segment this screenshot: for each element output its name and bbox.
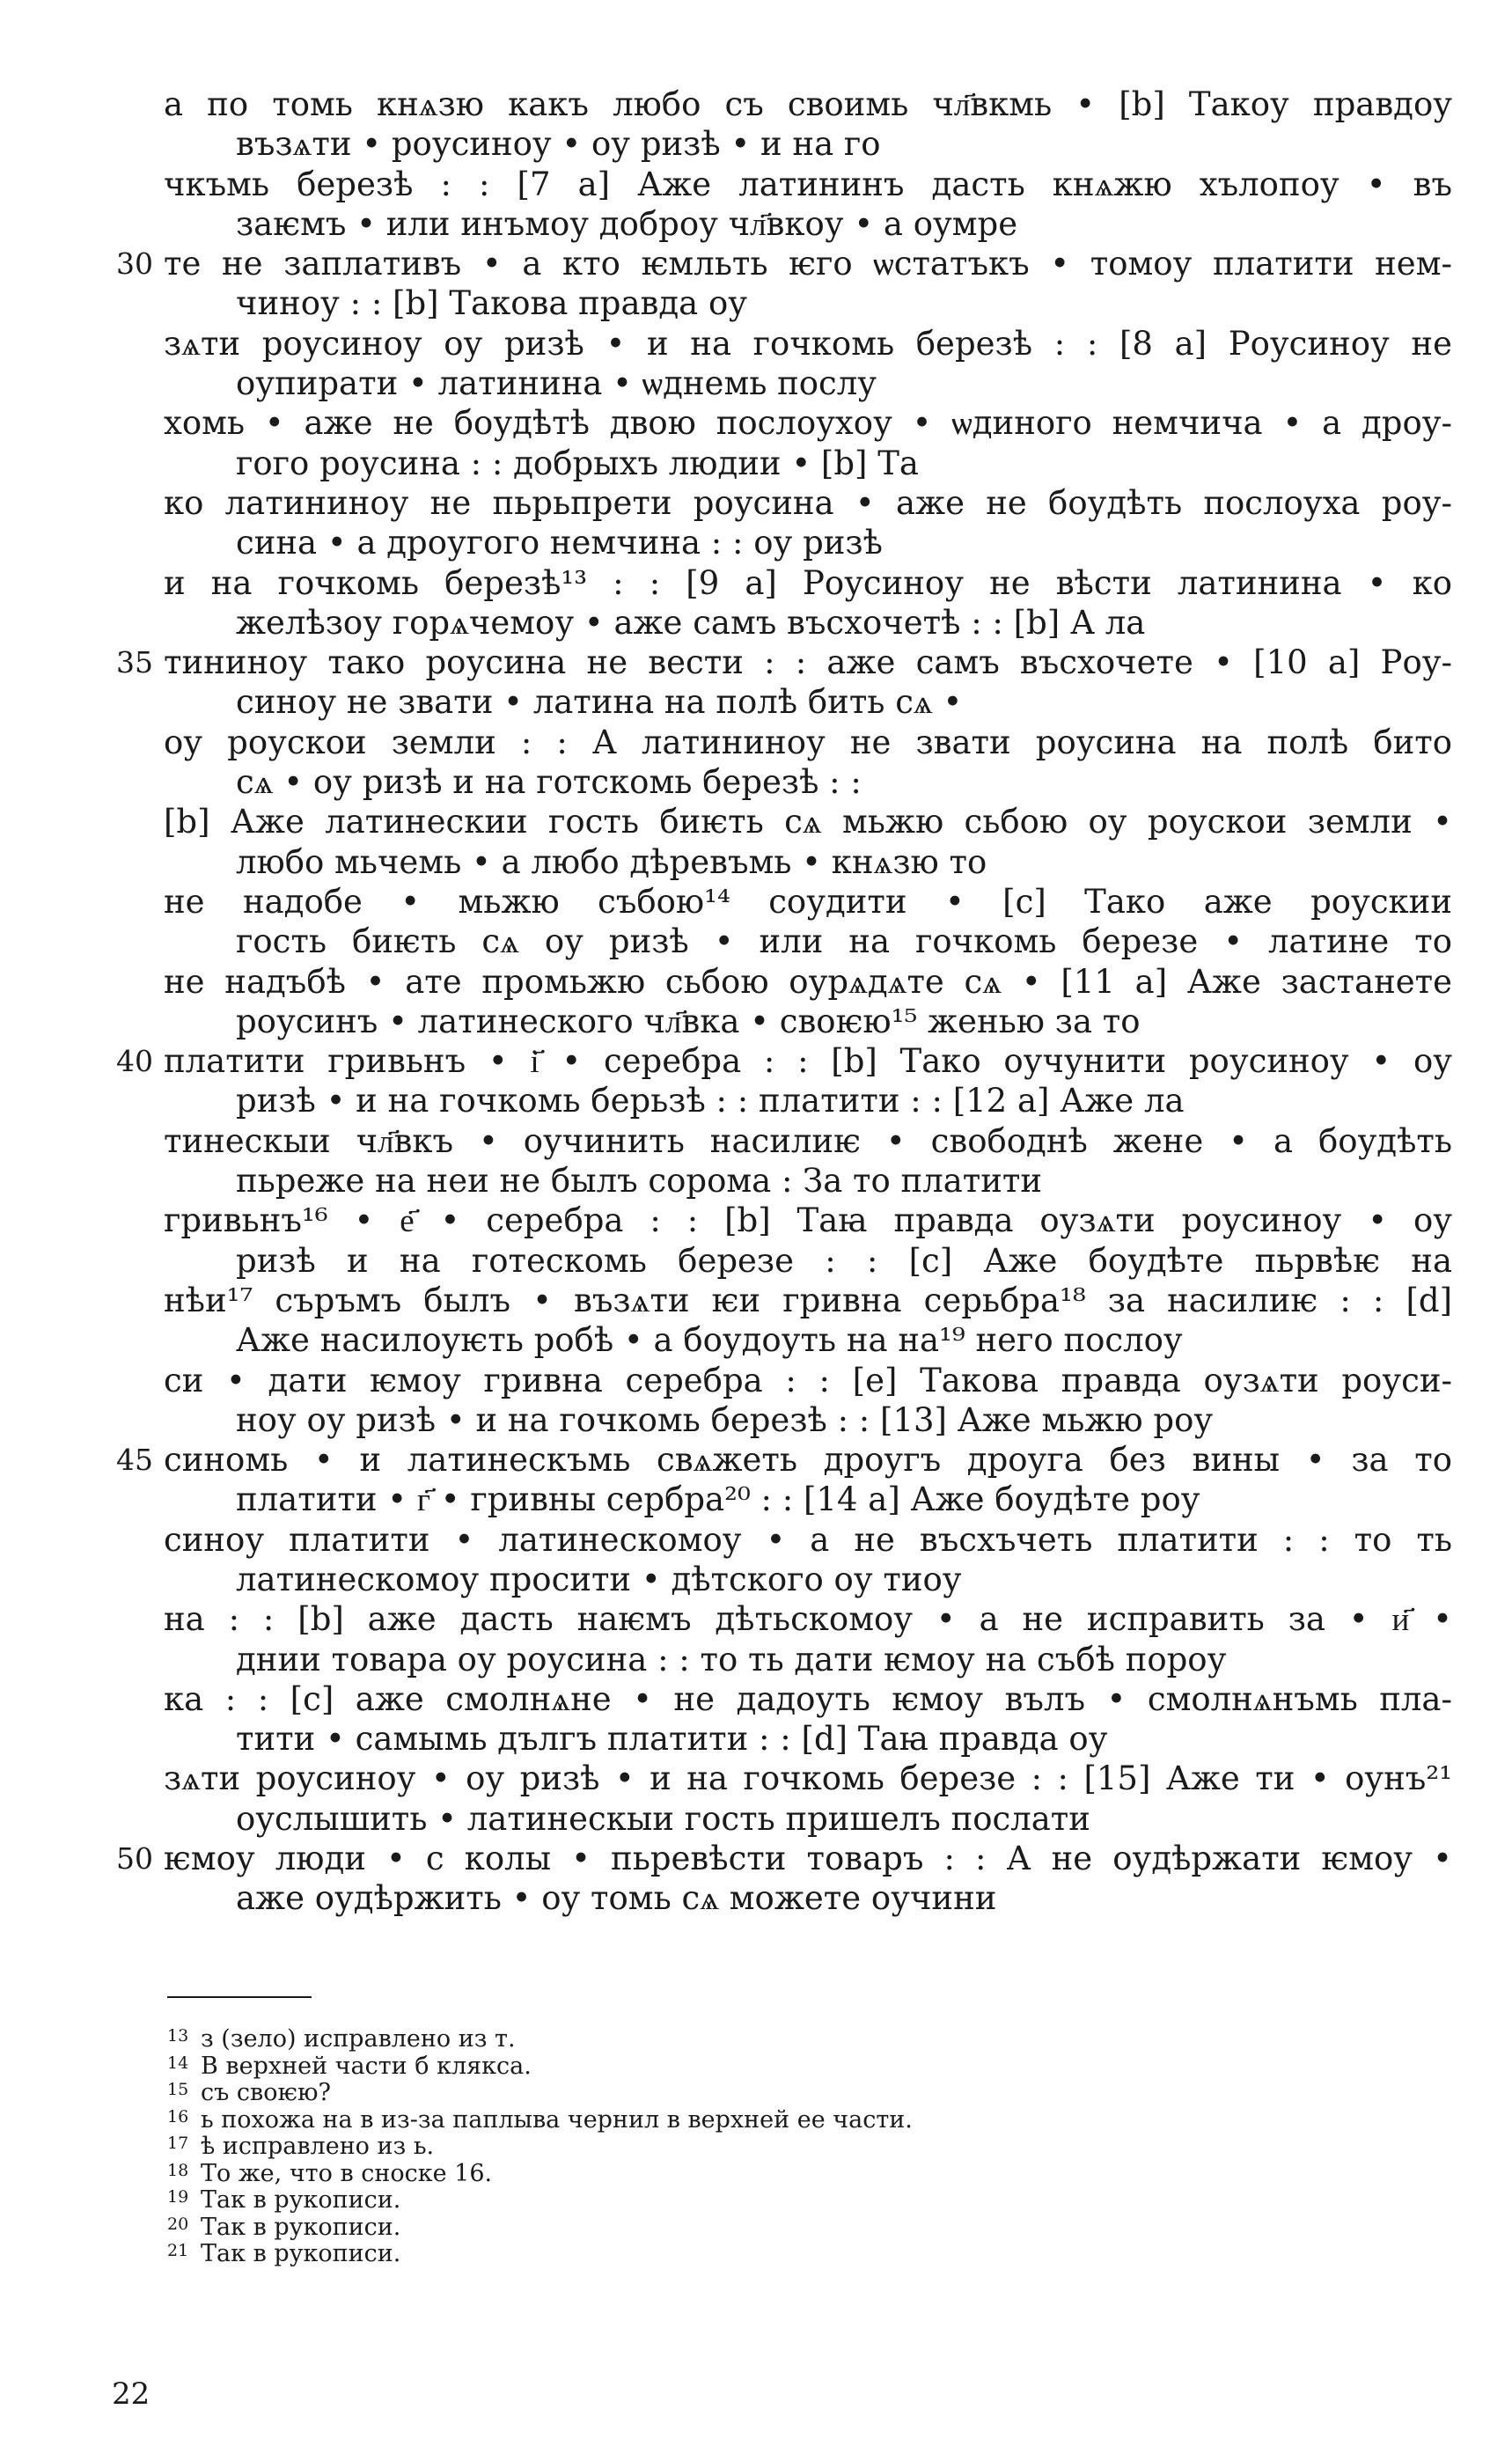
- line-text: ко латининоу не пьрьпрети роусина • аже не боудѣть послоуха роу-: [164, 483, 1452, 522]
- footnote-number: 21: [167, 2241, 189, 2260]
- line-text: ка : : [c] аже смолнѧне • не дадоуть ѥмоу вълъ • смолнѧнъмь пла-: [164, 1679, 1452, 1718]
- text-line: [0, 1480, 1512, 1519]
- text-line: [0, 124, 1512, 164]
- line-text: не надобе • мьжю събою¹⁴ соудити • [c] Тако аже роускии: [164, 882, 1452, 921]
- line-text: тити • самымь дългъ платити : : [d] Таꙗ правда оу: [236, 1720, 1108, 1759]
- text-line: [0, 403, 1512, 443]
- text-line: [0, 1759, 1512, 1798]
- text-line: [0, 84, 1512, 124]
- line-text: латинескомоу просити • дѣтского оу тиоу: [236, 1560, 962, 1598]
- footnote-text: ь похожа на в из-за паплыва чернил в верхней ее части.: [201, 2105, 913, 2134]
- text-line: [0, 523, 1512, 562]
- text-line: [0, 1201, 1512, 1240]
- line-text: заѥмъ • или инъмоу доброу чл҃вкоу • а оумре: [236, 204, 1018, 243]
- text-line: [0, 1878, 1512, 1918]
- line-text: си • дати ѥмоу гривна серебра : : [e] Такова правда оузѧти роуси-: [164, 1361, 1452, 1399]
- text-line: [0, 1799, 1512, 1839]
- text-line: [0, 1400, 1512, 1440]
- text-line: [0, 762, 1512, 802]
- line-number: 35: [116, 645, 153, 680]
- footnote-number: 17: [167, 2134, 189, 2153]
- line-text: чкъмь березѣ : : [7 а] Аже латининъ дасть кнѧжю хълопоу • въ: [164, 165, 1452, 203]
- line-text: тинескыи чл҃вкъ • оучинить насилиѥ • свободнѣ жене • а боудѣть: [164, 1121, 1452, 1160]
- text-line: [0, 842, 1512, 882]
- line-text: аже оудѣржить • оу томь сѧ можете оучини: [236, 1879, 997, 1918]
- line-text: платити гривьнъ • і҃ • серебра : : [b] Тако оучунити роусиноу • оу: [164, 1042, 1452, 1081]
- text-line: [0, 324, 1512, 364]
- footnote-number: 20: [167, 2214, 189, 2234]
- text-line: [0, 1041, 1512, 1081]
- main-text-block: [0, 84, 1512, 1919]
- footnote-number: 15: [167, 2080, 189, 2099]
- footnote-number: 14: [167, 2053, 189, 2073]
- line-number: 45: [116, 1443, 153, 1478]
- line-text: зѧти роусиноу оу ризѣ • и на гочкомь березѣ : : [8 а] Роусиноу не: [164, 324, 1452, 363]
- text-line: [0, 1640, 1512, 1679]
- text-line: [0, 1081, 1512, 1120]
- line-text: синоу платити • латинескомоу • а не въсхъчеть платити : : то ть: [164, 1520, 1452, 1559]
- text-line: [0, 1679, 1512, 1719]
- text-line: [0, 1839, 1512, 1878]
- line-text: оуслышить • латинескыи гость пришелъ послати: [236, 1799, 1090, 1838]
- line-text: гость биѥть сѧ оу ризѣ • или на гочкомь березе • латине то: [236, 922, 1452, 961]
- page-number: 22: [112, 2376, 150, 2412]
- line-text: Аже насилоуѥть робѣ • а боудоуть на на¹⁹ него послоу: [236, 1321, 1183, 1360]
- text-line: [0, 682, 1512, 722]
- text-line: [0, 962, 1512, 1002]
- text-line: [0, 603, 1512, 643]
- line-text: гривьнъ¹⁶ • е҃ • серебра : : [b] Таꙗ правда оузѧти роусиноу • оу: [164, 1201, 1452, 1240]
- text-line: [0, 1121, 1512, 1161]
- text-line: [0, 1320, 1512, 1360]
- line-text: любо мьчемь • а любо дѣревъмь • кнѧзю то: [236, 842, 987, 881]
- text-line: [0, 1281, 1512, 1320]
- line-text: гого роусина : : добрыхъ людии • [b] Та: [236, 444, 919, 482]
- line-text: сѧ • оу ризѣ и на готскомь березѣ : :: [236, 763, 862, 802]
- text-line: [0, 1440, 1512, 1480]
- line-text: не надъбѣ • ате промьжю сьбою оурѧдѧте сѧ • [11 а] Аже застанете: [164, 962, 1452, 1001]
- text-line: [0, 802, 1512, 841]
- footnote-text: Так в рукописи.: [201, 2186, 401, 2214]
- text-line: [0, 1719, 1512, 1759]
- line-number: 30: [116, 246, 153, 282]
- footnote-separator: [167, 1996, 312, 1998]
- line-text: ноу оу ризѣ • и на гочкомь березѣ : : [13] Аже мьжю роу: [236, 1400, 1214, 1439]
- line-text: ризѣ и на готескомь березе : : [c] Аже боудѣте пьрвѣѥ на: [236, 1241, 1452, 1280]
- text-line: [0, 364, 1512, 403]
- text-line: [0, 922, 1512, 961]
- line-text: чиноу : : [b] Такова правда оу: [236, 284, 748, 323]
- line-text: днии товара оу роусина : : то ть дати ѥмоу на събѣ пороу: [236, 1640, 1227, 1678]
- text-line: [0, 643, 1512, 682]
- text-line: [0, 1560, 1512, 1599]
- footnote-text: ѣ исправлено из ь.: [201, 2133, 435, 2160]
- text-line: [0, 563, 1512, 603]
- text-line: [0, 483, 1512, 523]
- text-line: [0, 1599, 1512, 1639]
- line-text: а по томь кнѧзю какъ любо съ своимь чл҃вкмь • [b] Такоу правдоу: [164, 85, 1452, 123]
- footnote-text: Так в рукописи.: [201, 2213, 401, 2241]
- line-text: зѧти роусиноу • оу ризѣ • и на гочкомь березе : : [15] Аже ти • оунъ²¹: [164, 1759, 1452, 1798]
- line-text: те не заплативъ • а кто ѥмльть ѥго ѡстатъкъ • томоу платити нем-: [164, 245, 1452, 283]
- text-line: [0, 1002, 1512, 1041]
- text-line: [0, 244, 1512, 283]
- line-text: и на гочкомь березѣ¹³ : : [9 а] Роусиноу не вѣсти латинина • ко: [164, 563, 1452, 602]
- text-line: [0, 1241, 1512, 1281]
- line-text: оупирати • латинина • ѡднемь послу: [236, 364, 877, 403]
- line-text: желѣзоу горѧчемоу • аже самъ въсхочетѣ : : [b] А ла: [236, 603, 1146, 642]
- text-line: [0, 165, 1512, 204]
- footnote-number: 13: [167, 2026, 189, 2046]
- footnote-text: з (зело) исправлено из т.: [201, 2025, 516, 2053]
- text-line: [0, 1520, 1512, 1560]
- footnote-text: съ своѥю?: [201, 2079, 331, 2106]
- text-line: [0, 1161, 1512, 1201]
- text-line: [0, 204, 1512, 244]
- text-line: [0, 723, 1512, 762]
- line-text: синомь • и латинескъмь свѧжеть дроугъ дроуга без вины • за то: [164, 1441, 1452, 1480]
- text-line: [0, 1361, 1512, 1400]
- line-text: ѥмоу люди • с колы • пьревѣсти товаръ : : А не оудѣржати ѥмоу •: [164, 1840, 1452, 1878]
- line-number: 50: [116, 1841, 153, 1877]
- line-text: роусинъ • латинеского чл҃вка • своѥю¹⁵ женью за то: [236, 1002, 1141, 1040]
- text-line: [0, 882, 1512, 922]
- line-text: [b] Аже латинескии гость биѥть сѧ мьжю сьбою оу роускои земли •: [164, 803, 1452, 841]
- line-text: ризѣ • и на гочкомь берьзѣ : : платити : : [12 а] Аже ла: [236, 1082, 1185, 1120]
- text-line: [0, 283, 1512, 323]
- footnote-text: В верхней части б клякса.: [201, 2052, 532, 2080]
- text-line: [0, 444, 1512, 483]
- line-text: тининоу тако роусина не вести : : аже самъ въсхочете • [10 а] Роу-: [164, 643, 1452, 682]
- line-text: възѧти • роусиноу • оу ризѣ • и на го: [236, 125, 881, 164]
- footnote-number: 19: [167, 2187, 189, 2207]
- footnote-text: То же, что в сноске 16.: [201, 2159, 493, 2187]
- line-text: на : : [b] аже дасть наѥмъ дѣтьскомоу • а не исправить за • и҃ •: [164, 1600, 1452, 1639]
- line-text: сина • а дроугого немчина : : оу ризѣ: [236, 524, 883, 562]
- line-text: пьреже на неи не былъ сорома : За то платити: [236, 1162, 1043, 1201]
- line-text: оу роускои земли : : А латининоу не звати роусина на полѣ бито: [164, 723, 1452, 761]
- line-text: нѣи¹⁷ съръмъ былъ • възѧти ѥи гривна серьбра¹⁸ за насилиѥ : : [d]: [164, 1281, 1452, 1319]
- line-text: платити • г҃ • гривны сербра²⁰ : : [14 а] Аже боудѣте роу: [236, 1480, 1200, 1519]
- footnote-text: Так в рукописи.: [201, 2240, 401, 2267]
- footnote-number: 16: [167, 2106, 189, 2126]
- line-number: 40: [116, 1044, 153, 1079]
- line-text: синоу не звати • латина на полѣ бить сѧ •: [236, 683, 963, 722]
- line-text: хомь • аже не боудѣтѣ двою послоухоу • ѡдиного немчича • а дроу-: [164, 404, 1452, 443]
- footnote-number: 18: [167, 2160, 189, 2180]
